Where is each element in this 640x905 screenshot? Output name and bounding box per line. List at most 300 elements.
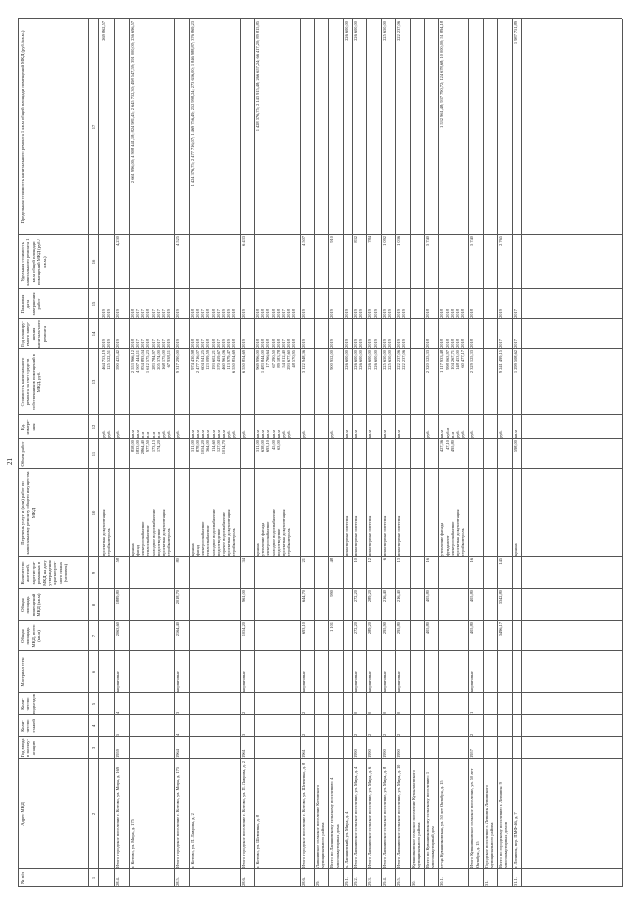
row-unit-cost: 2 765 — [498, 236, 504, 246]
row-completion-year: 2018 — [255, 339, 260, 348]
row-volume: 174,20 — [155, 440, 161, 453]
row-work-item: водоотведение — [155, 528, 161, 556]
row-residents: 48 — [329, 558, 335, 563]
row-completion-date: 2019 — [353, 309, 358, 318]
row-unit-cost: 910 — [329, 236, 335, 243]
row-completion-date: 2018 — [210, 309, 216, 318]
row-residents: 16 — [425, 558, 430, 563]
row-cost: 900 952,00 — [329, 350, 335, 370]
row-premises-area: 3342,80 — [498, 590, 504, 605]
row-completion-year: 2018 — [231, 339, 237, 348]
row-number: 29.4. — [381, 877, 387, 886]
row-premises-area: 405,80 — [425, 590, 430, 603]
row-completion-year: 2017 — [135, 339, 140, 348]
row-completion-year: 2018 — [189, 339, 195, 348]
column-number: 4 — [91, 724, 96, 728]
table-grid-line — [18, 556, 622, 557]
row-work-item: стройконтроль — [286, 528, 292, 556]
row-work-item: стройконтроль — [166, 528, 172, 556]
row-work-item: инженерные системы — [343, 515, 349, 556]
row-cost: 460 961,06 — [221, 350, 226, 370]
row-number: 30. — [410, 880, 416, 886]
row-work-item: электроснабжение — [449, 521, 455, 556]
row-completion-date: 2018 — [291, 309, 297, 318]
row-completion-year: 2019 — [367, 339, 373, 348]
row-address: Городское поселение г. Ленинск Ленинского муниципального района — [483, 784, 494, 868]
row-cost: 1 612 575,23 — [145, 350, 151, 374]
row-separator — [424, 19, 425, 887]
table-grid-line — [18, 19, 19, 887]
row-address: Итого городское поселение г. Котово, ул. Мира, д. 175 — [175, 766, 181, 868]
row-volume: 858,00 — [129, 440, 135, 453]
row-unit: кв.м — [275, 429, 281, 438]
row-unit-cost: 4 507 — [300, 236, 306, 246]
row-wall-material: кирпичные — [175, 671, 181, 692]
row-cost: 2 477 716,07 — [195, 350, 200, 374]
row-work-item: стройконтроль — [231, 528, 237, 556]
row-cost: 226 600,00 — [358, 350, 364, 370]
row-completion-date: 2019 — [166, 309, 172, 318]
row-completion-year: 2017 — [215, 339, 221, 348]
row-unit: руб. — [175, 430, 181, 438]
row-floors: 2 — [367, 733, 373, 736]
column-number: 16 — [91, 259, 96, 265]
row-work-item: проектная документация — [455, 509, 460, 556]
row-entrances: 0 — [381, 711, 387, 714]
row-floors: 2 — [469, 733, 475, 736]
row-completion-year: 2018 — [260, 339, 266, 348]
row-volume: 693,10 — [265, 440, 271, 453]
row-entrances: 4 — [115, 711, 121, 714]
row-volume: 364,00 — [205, 440, 211, 453]
row-completion-date: 2019 — [329, 309, 335, 318]
row-cost: 4 907 444,11 — [135, 350, 140, 373]
row-premises-area: 961,00 — [240, 590, 246, 603]
row-cost: 48 570,95 — [291, 350, 297, 368]
row-unit: кв.м — [195, 429, 200, 438]
row-unit: кв.м — [439, 429, 445, 438]
row-wall-material: кирпичные — [381, 671, 387, 692]
row-unit: руб. — [455, 430, 460, 438]
row-premises-area: 272,20 — [353, 590, 358, 603]
row-unit: кв.м — [381, 429, 387, 438]
row-premises-area: 644,70 — [300, 590, 306, 603]
row-separator — [497, 19, 498, 887]
row-completion-date: 2019 — [498, 309, 504, 318]
row-work-item: крыша — [129, 543, 135, 556]
row-unit: кв.м — [200, 429, 206, 438]
row-unit: руб. — [300, 430, 306, 438]
row-total-area: 3496,17 — [498, 622, 504, 637]
row-unit: руб. — [460, 430, 466, 438]
row-volume: 47,10 — [444, 440, 450, 450]
column-number: 13 — [91, 379, 96, 385]
row-work-item: крыша — [189, 543, 195, 556]
row-work-item: холодное водоснабжение — [270, 509, 276, 556]
row-completion-year: 2017 — [512, 339, 518, 348]
row-unit: кв.м — [221, 429, 226, 438]
row-work-item: инженерные системы — [381, 515, 387, 556]
row-completion-date: 2018 — [195, 309, 200, 318]
row-volume: 977,50 — [145, 440, 151, 453]
row-cost: 1 483 844,00 — [260, 350, 266, 374]
row-wall-material: кирпичные — [240, 671, 246, 692]
row-total-area: 2063,60 — [115, 622, 121, 637]
row-entrances: 2 — [300, 711, 306, 714]
column-number: 17 — [91, 124, 96, 130]
row-year-built: 1990 — [381, 749, 387, 758]
row-completion-year: 2018 — [210, 339, 216, 348]
row-completion-date: 2018 — [469, 309, 475, 318]
row-completion-year: 2019 — [101, 339, 106, 348]
row-volume: 878,00 — [195, 440, 200, 453]
row-unit: руб. — [231, 430, 237, 438]
row-completion-year: 2018 — [205, 339, 211, 348]
row-number: 29. — [315, 880, 320, 886]
row-cost: 225 650,00 — [381, 350, 387, 370]
row-wall-material: кирпичные — [115, 671, 121, 692]
row-completion-year: 2019 — [329, 339, 335, 348]
row-separator — [483, 19, 484, 887]
row-work-item: фундамент — [444, 535, 450, 556]
row-unit-cost: 1 092 — [381, 236, 387, 246]
row-completion-date: 2019 — [226, 309, 232, 318]
table-grid-line — [18, 620, 622, 621]
row-completion-date: 2018 — [270, 309, 276, 318]
row-cost: 6 550 854,69 — [240, 350, 246, 374]
row-premises-area: 2018,70 — [175, 590, 181, 605]
row-completion-date: 2018 — [455, 309, 460, 318]
row-unit: руб. — [425, 430, 430, 438]
row-premises-area: 405,80 — [469, 590, 475, 603]
row-cost: 590 425,42 — [115, 350, 121, 370]
row-completion-year: 2017 — [140, 339, 146, 348]
column-number: 12 — [91, 424, 96, 430]
row-entrances: 1 — [469, 711, 475, 714]
row-completion-date: 2017 — [135, 309, 140, 318]
row-completion-year: 2019 — [387, 339, 392, 348]
row-completion-date: 2019 — [372, 309, 378, 318]
column-header: Общая площадь помещений МКД (кв.м) — [20, 593, 42, 617]
row-completion-year: 2017 — [498, 339, 504, 348]
column-header: Адрес МКД — [20, 802, 25, 826]
row-residents: 16 — [469, 558, 475, 563]
row-total-area: 295,80 — [396, 622, 402, 635]
column-header: № п/п — [20, 872, 25, 884]
row-unit-cost: 5 740 — [425, 236, 430, 246]
row-completion-year: 2017 — [150, 339, 156, 348]
row-cost: 464 753,19 — [101, 350, 106, 370]
row-premises-area: 216,40 — [381, 590, 387, 603]
row-completion-date: 2018 — [286, 309, 292, 318]
row-address: ст-ца Кувшинковская, ул. 50 лет Октября, д. 15 — [439, 780, 445, 868]
row-work-item: инженерные системы — [353, 515, 358, 556]
row-number: 28.4. — [115, 877, 121, 886]
row-completion-date: 2019 — [358, 309, 364, 318]
row-completion-year: 2019 — [175, 339, 181, 348]
row-completion-year: 2018 — [439, 339, 445, 348]
column-header: Год ввода в эксплу-атацию — [20, 738, 36, 758]
row-address: Всего по Кувшинковскому сельскому поселению: 1 многоквартирный дом — [425, 771, 436, 868]
row-address: х. Лапшинский, ул. Мира, д. 4 — [343, 811, 349, 868]
row-completion-date: 2019 — [343, 309, 349, 318]
row-work-item: фасад — [195, 545, 200, 556]
row-volume: 511,00 — [255, 440, 260, 452]
row-premises-area: 1889,80 — [115, 590, 121, 605]
row-residents: 13 — [396, 558, 402, 563]
row-address: Итого Лапшинское сельское поселение, ул. Мира, д. 10 — [396, 764, 402, 868]
column-number: 11 — [91, 451, 96, 457]
row-number: 29.3. — [367, 877, 373, 886]
row-premises-area: 216,40 — [396, 590, 402, 603]
row-total-area: 405,80 — [469, 622, 475, 635]
row-cost: 9 317 290,00 — [175, 350, 181, 374]
row-address: Лапшинское сельское поселение Котовского муниципального района — [315, 784, 326, 868]
column-number: 2 — [91, 812, 96, 816]
row-unit: руб. — [469, 430, 475, 438]
row-work-item: проектная документация — [101, 509, 106, 556]
row-address: Итого Кувшинковское сельское поселение, ул. 50 лет Октября, д. 15 — [469, 768, 480, 868]
row-address: Итого Лапшинское сельское поселение, ул. Мира, д. 6 — [367, 766, 373, 868]
row-address: Итого городское поселение г. Котово, ул. Мира, д. 169 — [115, 766, 121, 868]
row-work-item: электроснабжение — [140, 521, 146, 556]
row-completion-year: 2018 — [291, 339, 297, 348]
row-completion-date: 2018 — [439, 309, 445, 318]
row-residents: 58 — [115, 558, 121, 563]
row-completion-date: 2018 — [444, 309, 450, 318]
row-residents: 34 — [240, 558, 246, 563]
column-header: Плановая дата завершения работ — [20, 292, 42, 316]
row-completion-year: 2019 — [166, 339, 172, 348]
table-grid-line — [18, 758, 622, 759]
table-grid-line — [18, 318, 622, 319]
row-cost: 89 183,78 — [275, 350, 281, 368]
row-work-item: электроснабжение — [200, 521, 206, 556]
row-cost: 2 553 966,12 — [129, 350, 135, 374]
row-unit: руб. — [329, 430, 335, 438]
row-unit-cost: 832 — [353, 236, 358, 243]
row-unit: п.м — [449, 431, 455, 438]
row-unit: руб. — [106, 430, 112, 438]
row-completion-year: 2018 — [455, 339, 460, 348]
table-grid-line — [18, 288, 622, 289]
table-grid-line — [18, 886, 622, 887]
row-limit-cost: 1 532 961,48; 937 790,72; 124 678,68; 10 000,00; 51 894,18 — [439, 21, 445, 128]
row-completion-date: 2019 — [387, 309, 392, 318]
row-completion-year: 2018 — [129, 339, 135, 348]
row-address: Итого городское поселение г. Котово, ул. П. Лаврова, д. 2 — [240, 760, 246, 868]
table-grid-line — [18, 650, 622, 651]
row-completion-year: 2019 — [358, 339, 364, 348]
row-unit-cost: 6 433 — [240, 236, 246, 246]
row-wall-material: кирпичные — [469, 671, 475, 692]
column-header: Год планиру-емого завер-шения капиталь-ного ремонта — [20, 320, 47, 348]
row-volume: 598,00 — [512, 440, 518, 453]
row-completion-date: 2018 — [275, 309, 281, 318]
row-unit: кв.м — [135, 429, 140, 438]
row-cost: 3 122 948,36 — [300, 350, 306, 374]
row-completion-year: 2019 — [343, 339, 349, 348]
row-cost: 2 320 125,33 — [425, 350, 430, 374]
row-completion-date: 2019 — [106, 309, 112, 318]
row-cost: 969 996,00 — [255, 350, 260, 370]
row-unit-cost: 4,230 — [115, 236, 121, 246]
column-header: Ед. измере-ния — [20, 419, 36, 435]
row-year-built: 1990 — [396, 749, 402, 758]
row-cost: 148 453,00 — [455, 350, 460, 370]
row-cost: 226 600,00 — [343, 350, 349, 370]
row-number: 31.1. — [512, 877, 518, 886]
row-cost: 54 012,40 — [281, 350, 286, 368]
row-cost: 104 267,71 — [449, 350, 455, 370]
row-volume: 638,00 — [260, 440, 266, 453]
row-unit: руб. — [281, 430, 286, 438]
row-unit: руб. — [226, 430, 232, 438]
row-completion-date: 2017 — [281, 309, 286, 318]
row-cost: 998 063,97 — [444, 350, 450, 370]
column-number: 5 — [91, 702, 96, 706]
row-floors: 2 — [381, 733, 387, 736]
row-completion-year: 2018 — [286, 339, 292, 348]
row-work-item: водоотведение — [275, 528, 281, 556]
row-completion-date: 2018 — [260, 309, 266, 318]
row-work-item: горячее водоснабжение — [221, 512, 226, 556]
row-cost: 974 430,98 — [189, 350, 195, 370]
row-total-area: 405,80 — [425, 622, 430, 635]
table-grid-line — [18, 714, 622, 715]
row-completion-year: 2018 — [449, 339, 455, 348]
row-completion-date: 2017 — [161, 309, 166, 318]
row-premises-area: 990 — [329, 590, 335, 597]
row-completion-year: 2019 — [226, 339, 232, 348]
column-header: Общая площадь МКД, всего (кв.м) — [20, 624, 42, 648]
row-residents: 12 — [367, 558, 373, 563]
row-wall-material: кирпичные — [396, 671, 402, 692]
row-entrances: 2 — [240, 711, 246, 714]
row-residents: 145 — [498, 558, 504, 565]
column-header: Стоимость капитального ремонта за счет средств собственников помещений в МКД, руб. — [20, 354, 42, 410]
row-separator — [521, 19, 522, 887]
page-number: 21 — [6, 458, 14, 465]
column-number: 15 — [91, 301, 96, 307]
row-completion-date: 2017 — [215, 309, 221, 318]
row-completion-date: 2018 — [425, 309, 430, 318]
row-completion-date: 2018 — [255, 309, 260, 318]
row-work-item: холодное водоснабжение — [150, 509, 156, 556]
row-cost: 2 329 125,33 — [469, 350, 475, 374]
row-cost: 205 374,00 — [155, 350, 161, 370]
row-premises-area: 289,20 — [367, 590, 373, 603]
row-number: 29.2. — [353, 877, 358, 886]
row-unit: руб. — [286, 430, 292, 438]
row-residents: 10 — [353, 558, 358, 563]
row-unit-cost: 5 740 — [469, 236, 475, 246]
table-grid-line — [18, 438, 622, 439]
row-address: г. Котово, ул. Мира, д. 175 — [129, 819, 135, 868]
row-cost: 6 550 854,69 — [231, 350, 237, 374]
row-unit: п.м — [145, 431, 151, 438]
row-number: 30.1. — [439, 877, 445, 886]
row-limit-cost: 226 600,00 — [343, 21, 349, 41]
row-address: г. Котово, ул. Шевченко, д. 8 — [255, 815, 260, 868]
row-cost: 60 477,17 — [460, 350, 466, 368]
table-grid-line — [18, 18, 622, 19]
row-cost: 67 290,50 — [270, 350, 276, 368]
row-work-item: инженерные системы — [396, 515, 402, 556]
row-cost: 293 677,60 — [286, 350, 292, 370]
row-limit-cost: 1 428 376,75; 2 143 915,48; 266 657,24; 66 417,20; 89 815,85 — [255, 21, 260, 132]
row-unit: кв.м — [270, 429, 276, 438]
row-wall-material: кирпичные — [353, 671, 358, 692]
row-completion-year: 2019 — [221, 339, 226, 348]
row-year-built: 1990 — [353, 749, 358, 758]
row-unit: кв.м — [396, 429, 402, 438]
capital-repair-table — [18, 19, 622, 887]
row-completion-year: 2019 — [353, 339, 358, 348]
row-volume: 511,00 — [189, 440, 195, 452]
row-total-area: 289,20 — [367, 622, 373, 635]
row-cost: 226 600,00 — [372, 350, 378, 370]
row-unit: руб. — [115, 430, 121, 438]
row-unit: кв.м — [189, 429, 195, 438]
row-work-item: холодное водоснабжение — [210, 509, 216, 556]
row-address: Всего по городскому поселению г. Ленинск: 9 многоквартирных домов — [498, 782, 509, 868]
row-completion-year: 2019 — [115, 339, 121, 348]
row-completion-year: 2019 — [240, 339, 246, 348]
row-work-item: инженерные системы — [367, 515, 373, 556]
column-header: Объем работ — [20, 441, 25, 467]
row-volume: 127,00 — [215, 440, 221, 453]
row-residents: 21 — [300, 558, 306, 563]
row-unit: руб. — [240, 430, 246, 438]
row-completion-date: 2018 — [460, 309, 466, 318]
column-number: 14 — [91, 331, 96, 337]
row-cost: 834 893,04 — [140, 350, 146, 370]
row-unit: кв.м — [210, 429, 216, 438]
row-work-item: теплоснабжение — [205, 525, 211, 556]
row-completion-year: 2019 — [106, 339, 112, 348]
table-grid-line — [18, 868, 622, 869]
table-grid-line — [18, 348, 622, 349]
row-completion-date: 2018 — [145, 309, 151, 318]
row-completion-year: 2017 — [281, 339, 286, 348]
row-completion-date: 2019 — [101, 309, 106, 318]
row-unit-cost: 1 036 — [396, 236, 402, 246]
row-completion-date: 2018 — [129, 309, 135, 318]
row-unit: п.м — [155, 431, 161, 438]
row-floors: 2 — [396, 733, 402, 736]
row-year-built: 1957 — [469, 749, 475, 758]
row-volume: 495,80 — [449, 440, 455, 453]
row-completion-year: 2018 — [460, 339, 466, 348]
row-unit: кв.м — [255, 429, 260, 438]
row-work-item: утепление фасада — [439, 522, 445, 556]
row-completion-date: 2019 — [221, 309, 226, 318]
row-total-area: 693,10 — [300, 622, 306, 635]
row-residents: 6 — [381, 558, 387, 561]
row-completion-date: 2018 — [189, 309, 195, 318]
row-cost: 226 600,00 — [367, 350, 373, 370]
row-address: Кувшинковское сельское поселение Кумылженского муниципального района — [410, 770, 421, 868]
row-unit: кв.м — [129, 429, 135, 438]
row-completion-date: 2019 — [396, 309, 402, 318]
row-work-item: проектная документация — [161, 509, 166, 556]
row-completion-date: 2018 — [265, 309, 271, 318]
row-unit: кв.м — [367, 429, 373, 438]
table-grid-line — [18, 414, 622, 415]
row-address: г. Котово, ул. П. Лаврова, д. 2 — [189, 813, 195, 868]
row-completion-year: 2019 — [396, 339, 402, 348]
